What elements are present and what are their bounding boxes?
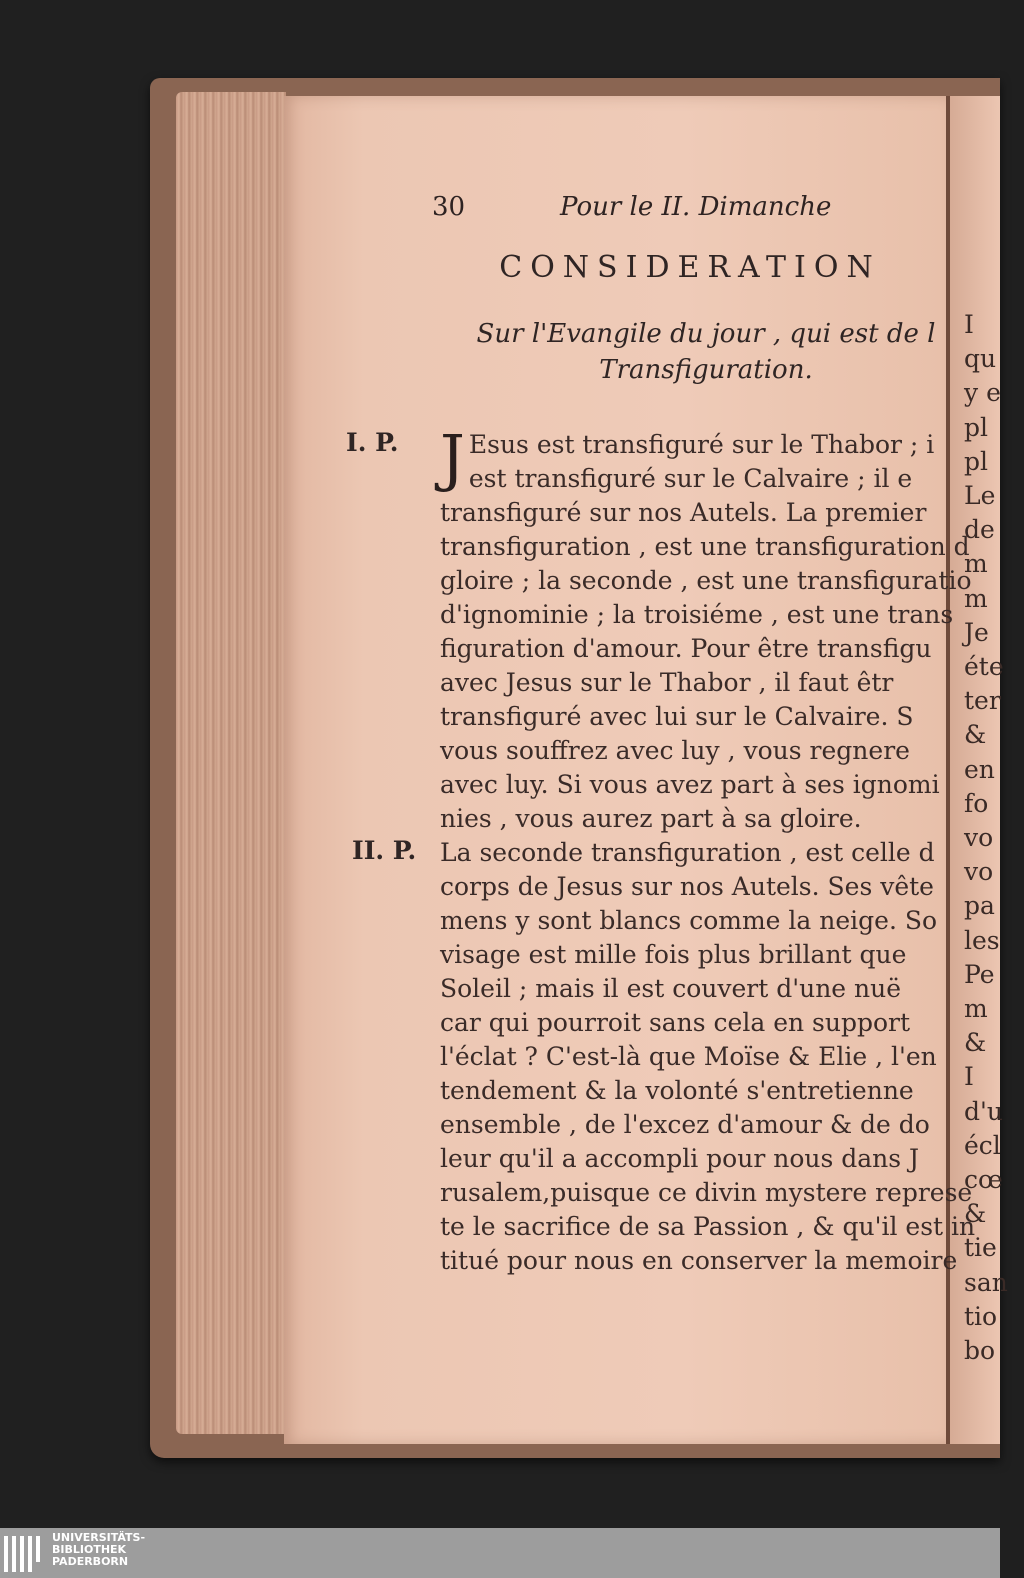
facing-page-fragment: I — [964, 310, 974, 339]
library-name-line: UNIVERSITÄTS- — [52, 1531, 146, 1544]
facing-page-fragment: cœ — [964, 1165, 1003, 1194]
footer-bar — [0, 1528, 1000, 1578]
text-line: figuration d'amour. Pour être transfigu — [440, 634, 932, 663]
text-line: ensemble , de l'excez d'amour & de do — [440, 1110, 930, 1139]
text-line: avec Jesus sur le Thabor , il faut êtr — [440, 668, 894, 697]
facing-page-fragment: tio — [964, 1301, 998, 1331]
paragraph-section-1 — [440, 421, 980, 836]
text-line: avec luy. Si vous avez part à ses ignomi — [440, 770, 940, 799]
text-line: transfiguration , est une transfiguration d — [440, 532, 970, 561]
library-logo-icon — [4, 1536, 50, 1572]
margin-label-section-2: II. P. — [352, 836, 417, 865]
facing-page-fragment: & — [964, 1028, 987, 1058]
text-line: corps de Jesus sur nos Autels. Ses vête — [440, 872, 934, 901]
text-line: transfiguré avec lui sur le Calvaire. S — [440, 702, 914, 731]
facing-page-fragment: éte — [964, 652, 1004, 681]
facing-page-fragment: Je — [964, 617, 989, 647]
facing-page-fragment: I — [964, 1062, 974, 1092]
facing-page-fragment: tie — [964, 1233, 997, 1263]
facing-page-fragment: fo — [964, 788, 989, 818]
text-line: d'ignominie ; la troisiéme , est une trans — [440, 600, 954, 629]
paragraph-section-2 — [440, 836, 980, 1278]
text-line: nies , vous aurez part à sa gloire. — [440, 804, 862, 833]
text-line: l'éclat ? C'est-là que Moïse & Elie , l'en — [440, 1042, 937, 1071]
facing-page-fragment: les — [964, 925, 1000, 955]
running-head — [432, 192, 932, 228]
facing-page-fragment: pl — [964, 446, 988, 476]
facing-page-fragment: vo — [964, 823, 994, 852]
text-line: mens y sont blancs comme la neige. So — [440, 906, 938, 935]
chapter-heading: CONSIDERATION — [499, 250, 881, 285]
text-line: leur qu'il a accompli pour nous dans J — [440, 1144, 920, 1173]
page-number: 30 — [432, 192, 466, 222]
text-line: visage est mille fois plus brillant que — [440, 940, 907, 969]
text-line: rusalem,puisque ce divin mystere represe — [440, 1178, 973, 1207]
text-line: est transfiguré sur le Calvaire ; il e — [468, 464, 913, 493]
facing-page-fragment: & — [964, 1199, 987, 1229]
subheading-line: Transfiguration. — [599, 355, 813, 385]
text-line: tendement & la volonté s'entretienne — [440, 1076, 914, 1105]
text-line: car qui pourroit sans cela en support — [440, 1008, 911, 1037]
text-line: titué pour nous en conserver la memoire — [440, 1246, 958, 1275]
facing-page-fragment: écl — [964, 1130, 1001, 1160]
text-line: La seconde transfiguration , est celle d — [440, 838, 935, 867]
margin-label-section-1: I. P. — [346, 428, 399, 457]
facing-page-fragment: vo — [964, 857, 994, 887]
chapter-subheading — [436, 316, 976, 388]
facing-page-fragment: Le — [964, 481, 996, 510]
text-line: Esus est transfiguré sur le Thabor ; i — [468, 430, 935, 459]
facing-page-fragment: m — [964, 994, 988, 1023]
text-line: vous souffrez avec luy , vous regnere — [440, 736, 910, 765]
facing-page-fragment: Pe — [964, 959, 995, 989]
library-name-line: PADERBORN — [52, 1555, 129, 1568]
facing-page-fragment: m — [964, 583, 988, 613]
text-line: te le sacrifice de sa Passion , & qu'il est in — [440, 1212, 976, 1241]
facing-page-fragment: en — [964, 754, 995, 784]
page-edges — [176, 92, 286, 1434]
drop-cap: J — [440, 421, 465, 494]
facing-page-fragment: qu — [964, 344, 997, 374]
facing-page-fragment: ter — [964, 686, 1001, 716]
facing-page-fragment: pl — [964, 412, 988, 442]
facing-page-fragment: pa — [964, 891, 995, 921]
facing-page-fragment: bo — [964, 1336, 996, 1365]
text-line: transfiguré sur nos Autels. La premier — [440, 498, 927, 527]
subheading-line: Sur l'Evangile du jour , qui est de l — [476, 319, 936, 349]
text-line: gloire ; la seconde , est une transfiguratio — [440, 566, 972, 595]
facing-page-fragment: d'u — [964, 1096, 1003, 1126]
text-line: Soleil ; mais il est couvert d'une nuë — [440, 974, 902, 1003]
library-name-line: BIBLIOTHEK — [52, 1543, 127, 1556]
facing-page-fragment: san — [964, 1267, 1008, 1297]
library-name — [52, 1532, 145, 1568]
facing-page-fragment: y e — [964, 378, 1001, 408]
facing-page-fragment: & — [964, 720, 987, 750]
facing-page-fragment: de — [964, 515, 995, 545]
running-title: Pour le II. Dimanche — [560, 192, 832, 222]
facing-page-fragment: m — [964, 549, 988, 579]
